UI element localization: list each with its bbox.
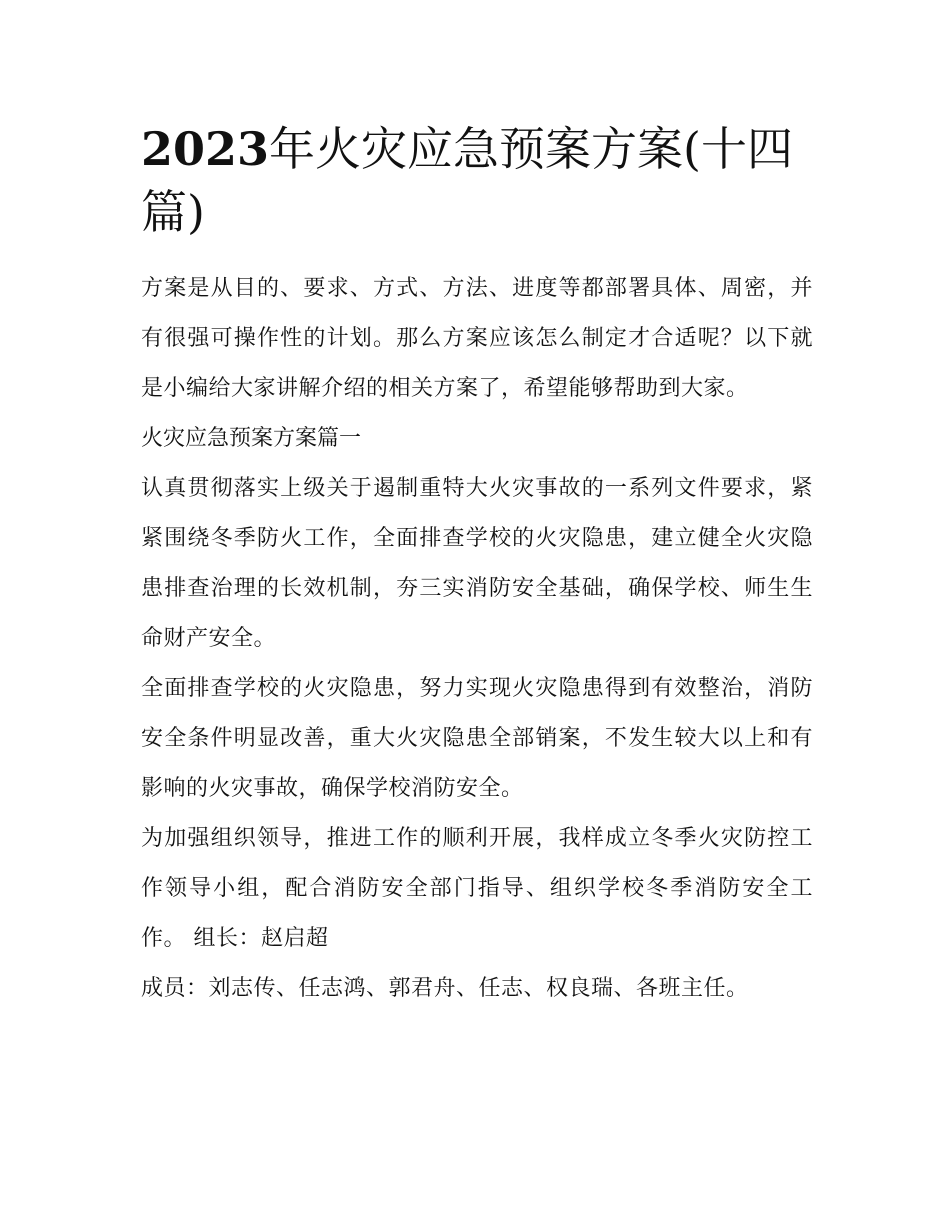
body-paragraph-3: 为加强组织领导，推进工作的顺利开展，我样成立冬季火灾防控工作领导小组，配合消防安全部门指导、组织学校冬季消防安全工作。 组长：赵启超 [141,826,813,951]
title-year: 2023 [141,122,270,176]
body-paragraph-1: 认真贯彻落实上级关于遏制重特大火灾事故的一系列文件要求，紧紧围绕冬季防火工作，全面排查学校的火灾隐患，建立健全火灾隐患排查治理的长效机制，夯三实消防安全基础，确保学校、师生生命财产安全。 [141,476,813,651]
title-text: 年火灾应急预案方案(十四篇) [141,122,793,239]
intro-paragraph: 方案是从目的、要求、方式、方法、进度等都部署具体、周密，并有很强可操作性的计划。那么方案应该怎么制定才合适呢？以下就是小编给大家讲解介绍的相关方案了，希望能够帮助到大家。 [141,276,813,401]
document-title [141,118,813,244]
document-body [141,118,813,1014]
body-paragraph-4: 成员：刘志传、任志鸿、郭君舟、任志、权良瑞、各班主任。 [141,976,749,1001]
body-paragraph-2: 全面排查学校的火灾隐患，努力实现火灾隐患得到有效整治，消防安全条件明显改善，重大火灾隐患全部销案，不发生较大以上和有影响的火灾事故，确保学校消防安全。 [141,676,813,801]
section-heading: 火灾应急预案方案篇一 [141,426,362,451]
